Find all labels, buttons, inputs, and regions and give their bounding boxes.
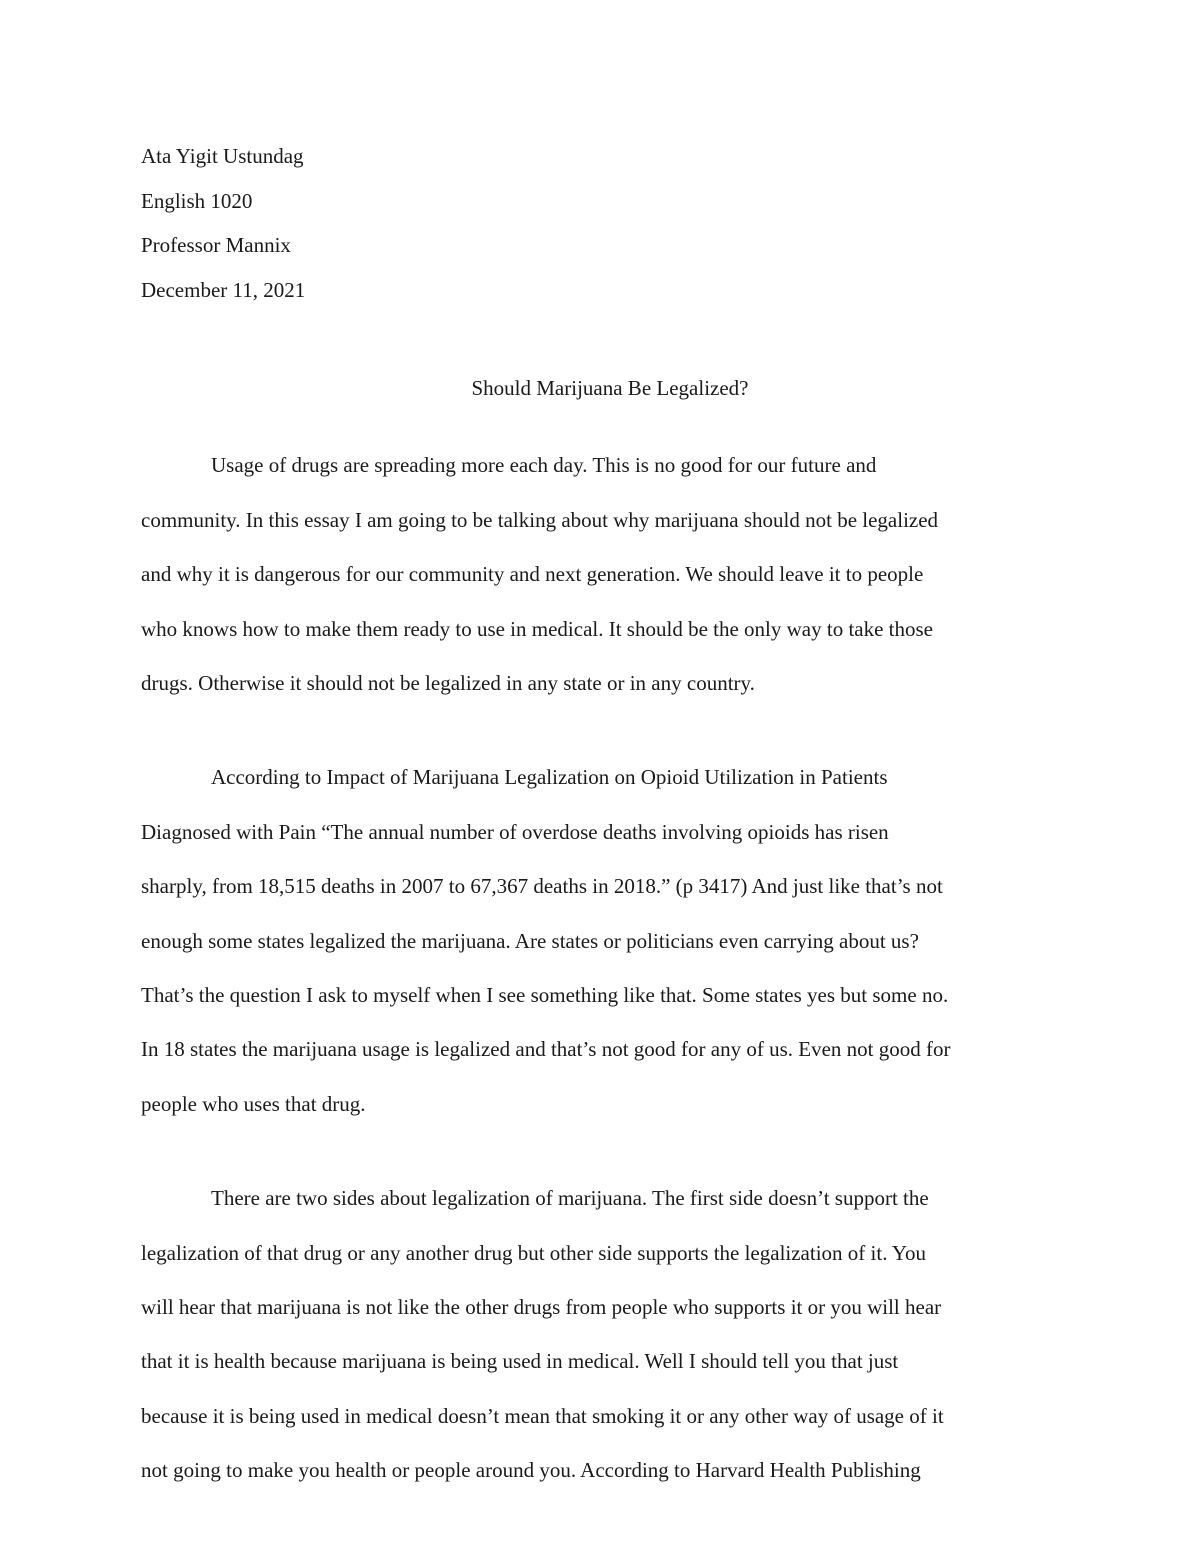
paragraph-line: community. In this essay I am going to be talking about why marijuana should not be legalized — [141, 507, 939, 532]
course-name: English 1020 — [141, 188, 253, 213]
paragraph-line: people who uses that drug. — [141, 1091, 366, 1116]
paragraph-line: and why it is dangerous for our community and next generation. We should leave it to people — [141, 562, 924, 587]
header-block — [141, 138, 1061, 316]
paragraph-line: not going to make you health or people around you. According to Harvard Health Publishing — [141, 1458, 921, 1483]
paragraph-line: because it is being used in medical doesn’t mean that smoking it or any other way of usage of it — [141, 1403, 944, 1428]
author-name: Ata Yigit Ustundag — [141, 144, 304, 168]
paragraph-3 — [141, 1171, 1061, 1497]
paragraph-line: will hear that marijuana is not like the other drugs from people who supports it or you will hear — [141, 1295, 942, 1320]
paragraph-line: Diagnosed with Pain “The annual number of overdose deaths involving opioids has risen — [141, 819, 889, 844]
essay-title: Should Marijuana Be Legalized? — [471, 376, 749, 401]
professor-name: Professor Mannix — [141, 233, 291, 258]
paragraph-line: Usage of drugs are spreading more each day. This is no good for our future and — [211, 453, 877, 478]
paragraph-line: In 18 states the marijuana usage is legalized and that’s not good for any of us. Even not good for — [141, 1037, 951, 1062]
paragraph-2 — [141, 750, 1061, 1131]
paragraph-line: legalization of that drug or any another drug but other side supports the legalization of it. You — [141, 1240, 926, 1265]
paragraph-line: drugs. Otherwise it should not be legalized in any state or in any country. — [141, 671, 755, 695]
paragraph-line: enough some states legalized the marijuana. Are states or politicians even carrying about us? — [141, 928, 919, 953]
paragraph-line: That’s the question I ask to myself when I see something like that. Some states yes but some no. — [141, 983, 949, 1008]
paragraph-1 — [141, 438, 1061, 710]
paragraph-line: There are two sides about legalization of marijuana. The first side doesn’t support the — [211, 1186, 929, 1211]
document-body — [141, 138, 1061, 1498]
paragraph-line: who knows how to make them ready to use in medical. It should be the only way to take those — [141, 616, 934, 641]
paragraph-line: sharply, from 18,515 deaths in 2007 to 67,367 deaths in 2018.” (p 3417) And just like that’s not — [141, 874, 943, 899]
paragraph-line: that it is health because marijuana is being used in medical. Well I should tell you that just — [141, 1349, 899, 1374]
paragraph-line: According to Impact of Marijuana Legalization on Opioid Utilization in Patients — [211, 765, 888, 790]
essay-date: December 11, 2021 — [141, 277, 306, 302]
